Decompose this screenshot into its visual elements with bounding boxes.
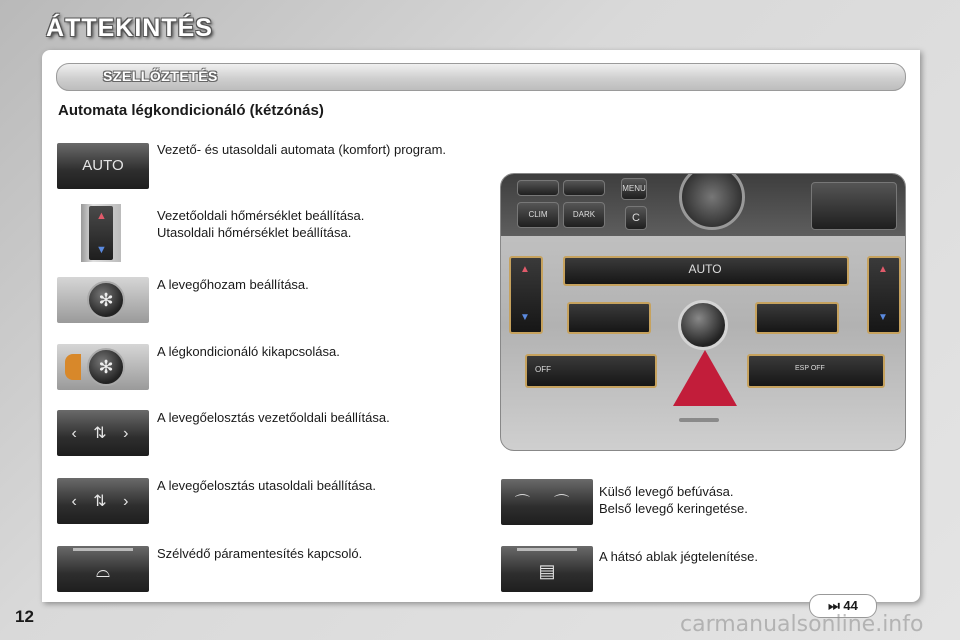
console-c-button: C [625,206,647,230]
fast-forward-icon: ⏭ [828,598,840,613]
temperature-rocker-icon: ▲ ▼ [81,204,121,262]
row-driver-airflow-text: A levegőelosztás vezetőoldali beállítása. [157,410,390,425]
page-title: ÁTTEKINTÉS [46,14,213,42]
row-auto-text: Vezető- és utasoldali automata (komfort) program. [157,142,447,157]
windscreen-demist-icon: ⌓ [57,546,149,592]
row-fan-text: A levegőhozam beállítása. [157,277,309,292]
reference-page: 44 [843,598,858,613]
section-subtitle: Automata légkondicionáló (kétzónás) [58,102,324,119]
console-menu-button: MENU [621,178,647,200]
driver-airflow-icon: ‹ ⇅ › [57,410,149,456]
console-driver-temp-rocker: ▲ ▼ [509,256,543,334]
row-ac-off-text: A légkondicionáló kikapcsolása. [157,344,340,359]
fan-knob-off-icon: ✻ [57,344,149,390]
console-passenger-temp-rocker: ▲ ▼ [867,256,901,334]
console-top-strip [563,256,849,286]
auto-button-icon [57,143,149,189]
console-button [517,180,559,196]
console-keypad [811,182,897,230]
row-temp-passenger-text: Utasoldali hőmérséklet beállítása. [157,225,352,240]
console-left-button-row [525,354,657,388]
console-right-button-row [747,354,885,388]
console-slot [679,418,719,422]
hazard-button-icon [673,350,737,406]
row-recirculation-text: Belső levegő keringetése. [599,501,748,516]
console-esp-off-label: ESP OFF [795,365,825,372]
section-title: SZELLŐZTETÉS [103,68,218,84]
console-fan-knob [678,300,728,350]
climate-console-photo [500,173,906,451]
console-dark-button: DARK [563,202,605,228]
console-auto-label: AUTO [688,262,722,276]
console-driver-airflow [567,302,651,334]
passenger-airflow-icon: ‹ ⇅ › [57,478,149,524]
console-clim-button: CLIM [517,202,559,228]
fan-knob-icon: ✻ [57,277,149,323]
row-temp-driver-text: Vezetőoldali hőmérséklet beállítása. [157,208,365,223]
row-rear-defrost-text: A hátsó ablak jégtelenítése. [599,549,759,564]
console-passenger-airflow [755,302,839,334]
row-outside-air-text: Külső levegő befúvása. [599,484,734,499]
rear-window-defrost-icon: ▤ [501,546,593,592]
row-demist-text: Szélvédő páramentesítés kapcsoló. [157,546,363,561]
row-passenger-airflow-text: A levegőelosztás utasoldali beállítása. [157,478,376,493]
console-button [563,180,605,196]
air-recirculation-icon: ⌒ ⌒ [501,479,593,525]
auto-thumb-label: AUTO [82,157,124,174]
watermark: carmanualsonline.info [680,612,924,637]
console-off-label: OFF [535,365,551,374]
page-number: 12 [15,607,34,626]
